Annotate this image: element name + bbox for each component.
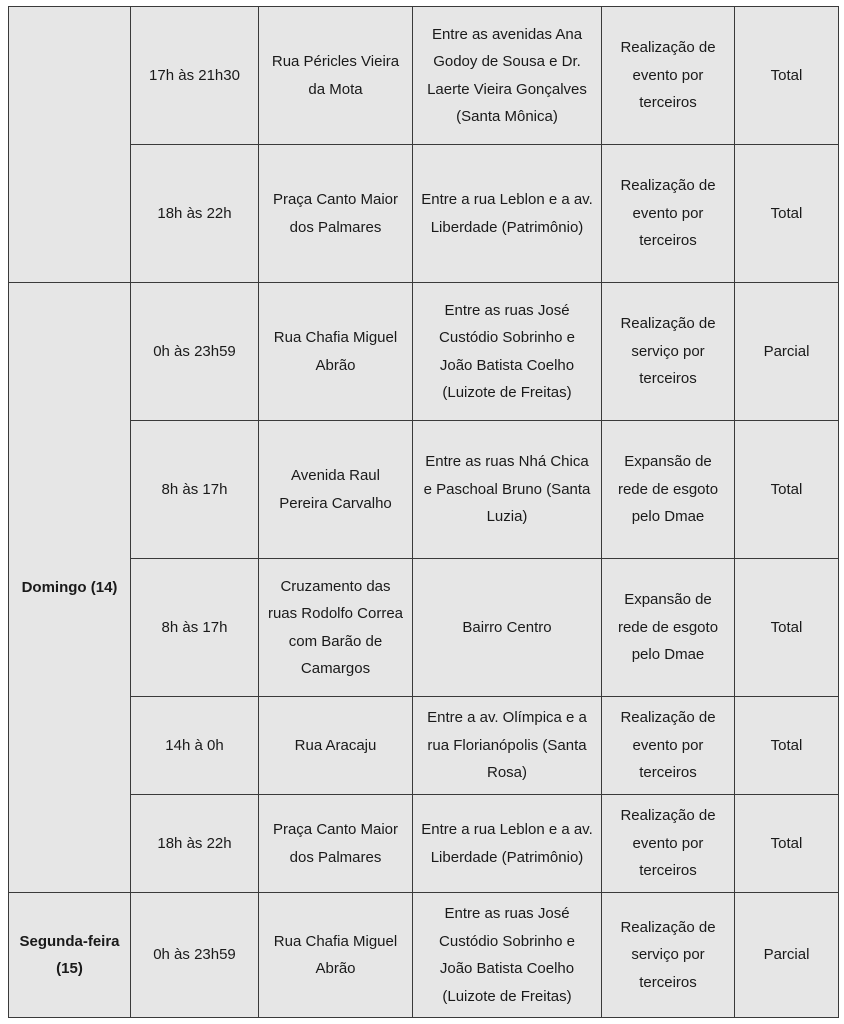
time-cell: 18h às 22h — [131, 795, 259, 893]
table-row — [9, 559, 839, 697]
table-row — [9, 145, 839, 283]
closure-type-cell: Total — [735, 145, 839, 283]
reason-cell: Expansão de rede de esgoto pelo Dmae — [602, 421, 735, 559]
table-row — [9, 283, 839, 421]
location-cell: Praça Canto Maior dos Palmares — [259, 145, 413, 283]
section-cell: Entre as avenidas Ana Godoy de Sousa e Dr. Laerte Vieira Gonçalves (Santa Mônica) — [413, 7, 602, 145]
location-cell: Rua Chafia Miguel Abrão — [259, 893, 413, 1018]
closure-type-cell: Total — [735, 7, 839, 145]
table-row — [9, 697, 839, 795]
closure-type-cell: Parcial — [735, 893, 839, 1018]
closure-type-cell: Total — [735, 421, 839, 559]
reason-cell: Realização de serviço por terceiros — [602, 893, 735, 1018]
table-row — [9, 7, 839, 145]
location-cell: Praça Canto Maior dos Palmares — [259, 795, 413, 893]
section-cell: Entre a rua Leblon e a av. Liberdade (Patrimônio) — [413, 795, 602, 893]
section-cell: Entre as ruas Nhá Chica e Paschoal Bruno (Santa Luzia) — [413, 421, 602, 559]
table-row — [9, 421, 839, 559]
time-cell: 17h às 21h30 — [131, 7, 259, 145]
section-cell: Entre as ruas José Custódio Sobrinho e João Batista Coelho (Luizote de Freitas) — [413, 893, 602, 1018]
reason-cell: Expansão de rede de esgoto pelo Dmae — [602, 559, 735, 697]
day-cell-sunday: Domingo (14) — [9, 283, 131, 893]
section-cell: Entre as ruas José Custódio Sobrinho e João Batista Coelho (Luizote de Freitas) — [413, 283, 602, 421]
closure-type-cell: Total — [735, 795, 839, 893]
location-cell: Cruzamento das ruas Rodolfo Correa com Barão de Camargos — [259, 559, 413, 697]
reason-cell: Realização de serviço por terceiros — [602, 283, 735, 421]
table-row — [9, 893, 839, 1018]
closure-type-cell: Total — [735, 697, 839, 795]
table-row — [9, 795, 839, 893]
day-cell-empty — [9, 7, 131, 283]
location-cell: Rua Aracaju — [259, 697, 413, 795]
road-closure-table — [8, 6, 839, 1018]
day-cell-monday: Segunda-feira (15) — [9, 893, 131, 1018]
location-cell: Avenida Raul Pereira Carvalho — [259, 421, 413, 559]
closure-type-cell: Total — [735, 559, 839, 697]
time-cell: 14h à 0h — [131, 697, 259, 795]
reason-cell: Realização de evento por terceiros — [602, 7, 735, 145]
time-cell: 8h às 17h — [131, 559, 259, 697]
section-cell: Bairro Centro — [413, 559, 602, 697]
time-cell: 18h às 22h — [131, 145, 259, 283]
section-cell: Entre a rua Leblon e a av. Liberdade (Patrimônio) — [413, 145, 602, 283]
reason-cell: Realização de evento por terceiros — [602, 145, 735, 283]
section-cell: Entre a av. Olímpica e a rua Florianópolis (Santa Rosa) — [413, 697, 602, 795]
time-cell: 8h às 17h — [131, 421, 259, 559]
location-cell: Rua Chafia Miguel Abrão — [259, 283, 413, 421]
reason-cell: Realização de evento por terceiros — [602, 795, 735, 893]
time-cell: 0h às 23h59 — [131, 283, 259, 421]
closure-type-cell: Parcial — [735, 283, 839, 421]
time-cell: 0h às 23h59 — [131, 893, 259, 1018]
reason-cell: Realização de evento por terceiros — [602, 697, 735, 795]
location-cell: Rua Péricles Vieira da Mota — [259, 7, 413, 145]
